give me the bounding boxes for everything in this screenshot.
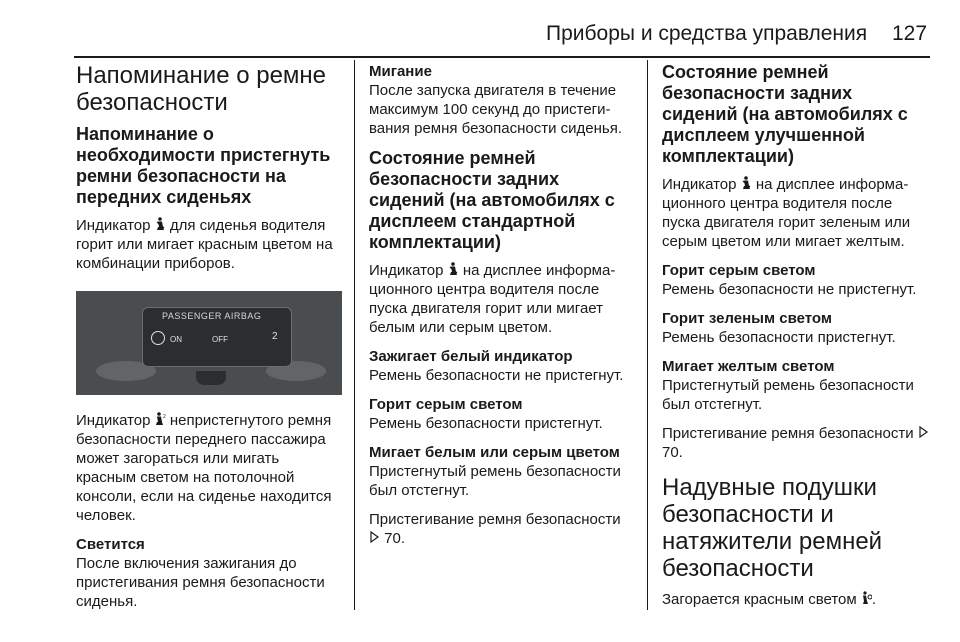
subsection-title: Напоминание о необходимости пристегнуть ремни безопасности на передних сиденьях (76, 124, 331, 207)
paragraph: Пристегивание ремня безопасности 70. (662, 424, 932, 462)
subsection-title: Состояние ремней безопасности задних сидений (на автомобилях с дисплеем улучшенной комплектации) (662, 62, 908, 166)
subheading: Мигает желтым светом (662, 358, 835, 375)
paragraph: После включения зажигания до пристегивания ремня безопасности сиденья. (76, 555, 325, 610)
paragraph: Индикатор на дисплее информационного центра водителя после пуска двигателя горит или мигает белым или серым цветом. (369, 262, 616, 336)
paragraph: После запуска двигателя в течение максимум 100 секунд до пристегивания ремня безопасности сиденья. (369, 82, 623, 137)
paragraph: Ремень безопасности пристегнут. (369, 415, 603, 432)
subheading: Горит зеленым светом (662, 310, 832, 327)
column-2 (369, 62, 633, 558)
airbag-off-icon (151, 331, 165, 345)
section-title: Надувные подушки безопасности и натяжители ремней безопасности (662, 474, 883, 582)
paragraph: Индикатор 2 непристегнутого ремня безопасности переднего пассажира может загораться или мигать красным светом на потолочной консоли, если на сиденье находится человек. (76, 412, 332, 524)
subheading: Горит серым светом (369, 396, 523, 413)
column-1 (76, 62, 342, 621)
panel-label: PASSENGER AIRBAG (162, 311, 262, 321)
header-title: Приборы и средства управления (546, 22, 868, 45)
column-divider-1 (354, 60, 355, 610)
on-label: ON (170, 335, 182, 344)
subheading: Горит серым светом (662, 262, 816, 279)
paragraph: Ремень безопасности пристегнут. (662, 329, 896, 346)
subsection-title: Состояние ремней безопасности задних сидений (на автомобилях с дисплеем стандартной комплектации) (369, 148, 615, 252)
seatbelt-passenger-icon (155, 412, 166, 426)
airbag-icon (861, 591, 872, 605)
indicator-two-label: 2 (272, 331, 278, 342)
paragraph: Пристегнутый ремень безопасности был отстегнут. (662, 377, 914, 413)
paragraph: Пристегнутый ремень безопасности был отстегнут. (369, 463, 621, 499)
passenger-airbag-panel-image (76, 291, 342, 395)
column-3 (662, 62, 932, 619)
page-reference-icon[interactable] (369, 530, 380, 544)
paragraph: Загорается красным светом . (662, 591, 877, 608)
header-rule (74, 56, 930, 58)
subheading: Светится (76, 536, 145, 553)
page-reference-icon[interactable] (918, 425, 929, 439)
seatbelt-icon (741, 176, 752, 190)
seatbelt-icon (448, 262, 459, 276)
svg-text:2: 2 (162, 414, 166, 420)
paragraph: Пристегивание ремня безопасности 70. (369, 511, 621, 547)
subheading: Зажигает белый индикатор (369, 348, 573, 365)
subheading: Мигание (369, 63, 432, 80)
paragraph: Ремень безопасности не пристегнут. (662, 281, 917, 298)
section-title: Напоминание о ремне безопасности (76, 62, 327, 116)
paragraph: Ремень безопасности не пристегнут. (369, 367, 624, 384)
page-header (0, 0, 960, 60)
off-label: OFF (212, 335, 228, 344)
column-divider-2 (647, 60, 648, 610)
paragraph: Индикатор на дисплее информационного центра водителя после пуска двигателя горит зеленым или серым цветом или мигает желтым. (662, 176, 911, 250)
subheading: Мигает белым или серым цветом (369, 444, 620, 461)
seatbelt-icon (155, 217, 166, 231)
sensor (196, 371, 226, 385)
page-number: 127 (892, 22, 928, 45)
paragraph: Индикатор для сиденья водителя горит или мигает красным цветом на комбинации приборов. (76, 217, 333, 272)
